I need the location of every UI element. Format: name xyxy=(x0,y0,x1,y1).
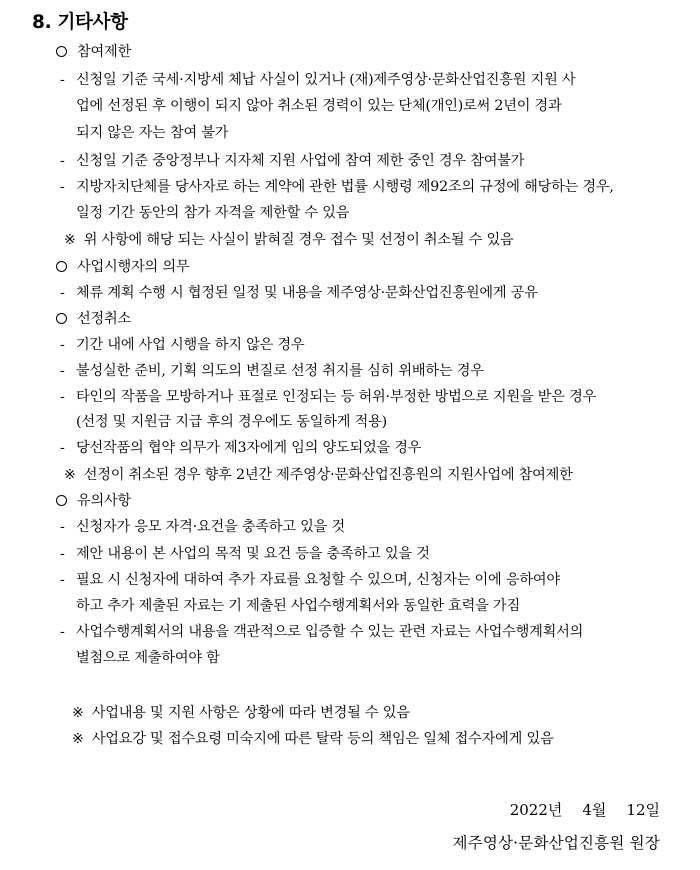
list-item xyxy=(60,178,614,196)
final-note xyxy=(72,704,410,722)
list-item-continuation xyxy=(76,124,228,142)
line-text: 선정이 취소된 경우 향후 2년간 제주영상·문화산업진흥원의 지원사업에 참여제한 xyxy=(83,467,573,483)
dash-marker: - xyxy=(60,440,65,456)
list-item-continuation xyxy=(76,413,387,431)
reference-mark-icon: ※ xyxy=(72,705,84,721)
section-title: 8. 기타사항 xyxy=(32,12,128,33)
line-text: 신청일 기준 국세·지방세 체납 사실이 있거나 (재)제주영상·문화산업진흥원 지원 사 xyxy=(76,72,576,88)
line-text: 사업내용 및 지원 사항은 상황에 따라 변경될 수 있음 xyxy=(91,705,410,721)
note-line xyxy=(64,231,514,249)
final-note xyxy=(72,730,553,748)
list-item-continuation xyxy=(76,97,562,115)
note-line xyxy=(64,466,573,484)
list-item xyxy=(60,623,583,641)
line-text: 되지 않은 자는 참여 불가 xyxy=(76,125,229,141)
line-text: 당선작품의 협약 의무가 제3자에게 임의 양도되었을 경우 xyxy=(76,440,422,456)
list-item-continuation xyxy=(76,597,520,615)
line-text: 체류 계획 수행 시 협정된 일정 및 내용을 제주영상·문화산업진흥원에게 공유 xyxy=(76,285,538,301)
circle-bullet-icon xyxy=(56,495,67,506)
list-item xyxy=(60,284,538,302)
dash-marker: - xyxy=(60,153,65,169)
list-item xyxy=(60,71,575,89)
line-text: (선정 및 지원금 지급 후의 경우에도 동일하게 적용) xyxy=(76,414,387,430)
date-month: 4월 xyxy=(582,801,607,819)
dash-marker: - xyxy=(60,624,65,640)
dash-marker: - xyxy=(60,546,65,562)
date-year: 2022년 xyxy=(509,801,563,819)
list-item xyxy=(60,545,430,563)
list-item xyxy=(60,152,524,170)
list-item-continuation xyxy=(76,204,349,222)
list-item xyxy=(60,362,484,380)
heading-notes: 유의사항 xyxy=(56,492,131,510)
heading-participation: 참여제한 xyxy=(56,43,131,61)
line-text: 신청일 기준 중앙정부나 지자체 지원 사업에 참여 제한 중인 경우 참여불가 xyxy=(76,153,525,169)
list-item xyxy=(60,518,345,536)
list-item xyxy=(60,439,421,457)
line-text: 불성실한 준비, 기획 의도의 변질로 선정 취지를 심히 위배하는 경우 xyxy=(76,363,484,379)
dash-marker: - xyxy=(60,179,65,195)
reference-mark-icon: ※ xyxy=(64,467,76,483)
line-text: 하고 추가 제출된 자료는 기 제출된 사업수행계획서와 동일한 효력을 가짐 xyxy=(76,598,520,614)
list-item xyxy=(60,336,304,354)
dash-marker: - xyxy=(60,72,65,88)
line-text: 제안 내용이 본 사업의 목적 및 요건 등을 충족하고 있을 것 xyxy=(76,546,430,562)
line-text: 지방자치단체를 당사자로 하는 계약에 관한 법률 시행령 제92조의 규정에 해당하는 경우, xyxy=(76,179,614,195)
list-item xyxy=(60,571,560,589)
circle-bullet-icon xyxy=(56,313,67,324)
reference-mark-icon: ※ xyxy=(64,232,76,248)
line-text: 사업수행계획서의 내용을 객관적으로 입증할 수 있는 관련 자료는 사업수행계획서의 xyxy=(76,624,584,640)
line-text: 신청자가 응모 자격·요건을 충족하고 있을 것 xyxy=(76,519,345,535)
reference-mark-icon: ※ xyxy=(72,731,84,747)
dash-marker: - xyxy=(60,519,65,535)
date-day: 12일 xyxy=(626,801,660,819)
line-text: 타인의 작품을 모방하거나 표절로 인정되는 등 허위·부정한 방법으로 지원을 받은 경우 xyxy=(76,389,597,405)
circle-bullet-icon xyxy=(56,261,67,272)
list-item xyxy=(60,388,596,406)
dash-marker: - xyxy=(60,363,65,379)
line-text: 기간 내에 사업 시행을 하지 않은 경우 xyxy=(76,337,305,353)
line-text: 별첨으로 제출하여야 함 xyxy=(76,650,220,666)
line-text: 업에 선정된 후 이행이 되지 않아 취소된 경력이 있는 단체(개인)로써 2년이 경과 xyxy=(76,98,562,114)
line-text: 일정 기간 동안의 참가 자격을 제한할 수 있음 xyxy=(76,205,350,221)
dash-marker: - xyxy=(60,285,65,301)
heading-obligation: 사업시행자의 의무 xyxy=(56,258,189,276)
list-item-continuation xyxy=(76,649,220,667)
circle-bullet-icon xyxy=(56,46,67,57)
document-date xyxy=(510,799,660,820)
signature-line: 제주영상·문화산업진흥원 원장 xyxy=(452,834,660,852)
dash-marker: - xyxy=(60,572,65,588)
dash-marker: - xyxy=(60,337,65,353)
line-text: 필요 시 신청자에 대하여 추가 자료를 요청할 수 있으며, 신청자는 이에 응하여야 xyxy=(76,572,560,588)
heading-cancellation: 선정취소 xyxy=(56,310,131,328)
dash-marker: - xyxy=(60,389,65,405)
line-text: 사업요강 및 접수요령 미숙지에 따른 탈락 등의 책임은 일체 접수자에게 있음 xyxy=(91,731,554,747)
line-text: 위 사항에 해당 되는 사실이 밝혀질 경우 접수 및 선정이 취소될 수 있음 xyxy=(83,232,514,248)
